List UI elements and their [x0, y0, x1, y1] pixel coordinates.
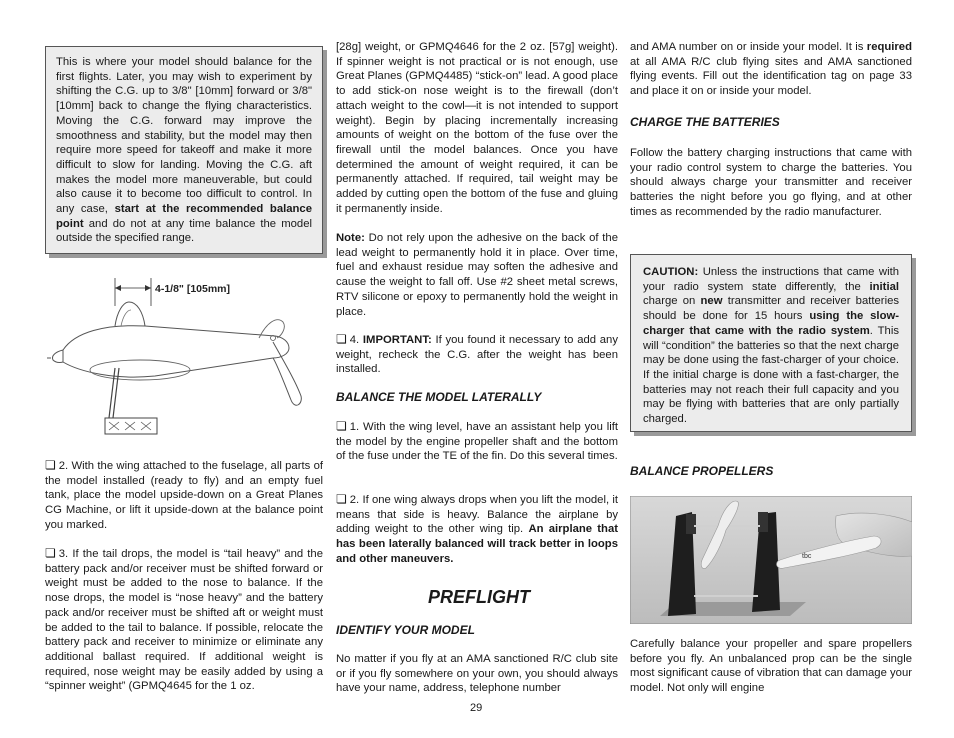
cg-box-text-end: and do not at any time balance the model outside the specified range. [56, 217, 312, 245]
cg-stand-base [105, 418, 157, 434]
step-4-num: 4. [349, 334, 360, 346]
fuselage [63, 326, 289, 377]
charge-batteries-heading: CHARGE THE BATTERIES [630, 115, 780, 129]
step-4-text: If you found it necessary to add any weight, recheck the C.G. after the weight has been installed. [336, 334, 618, 376]
caution-box [630, 254, 912, 432]
note-label: Note: [336, 232, 365, 244]
identify-model-heading: IDENTIFY YOUR MODEL [336, 623, 475, 637]
cg-box-bold: start at the recommended balance point [56, 203, 312, 230]
checkbox-icon[interactable]: ❏ [336, 332, 347, 346]
lateral-step-2: 2. If one wing always drops when you lift the model, it means that side is heavy. Balance the airplane by adding weight to the other wing tip. [336, 494, 618, 536]
caution-slow-charger: using the slow-charger that came with the radio system [643, 310, 900, 337]
lateral-step-1: 1. With the wing level, have an assistant help you lift the model by the engine propeller shaft and the bottom of the fuse under the TE of the fin. Do this several times. [336, 421, 618, 463]
dimension-label: 4-1/8" [105mm] [155, 283, 231, 295]
balance-propellers-heading: BALANCE PROPELLERS [630, 464, 774, 478]
preflight-heading: PREFLIGHT [428, 587, 530, 607]
step-3-text: 3. If the tail drops, the model is “tail heavy” and the battery pack and/or receiver must be shifted forward or weight must be added to the nose to balance. If the nose drops, the model is “nose heavy” and the battery pack and/or receiver must be shifted aft or weight must be added to the tail to balance. If possible, relocate the battery pack and receiver to minimize or eliminate any additional ballast required. If additional weight is required, nose weight may be easily added by using a “spinner weight” (GPMQ4645 for the 1 oz. [45, 548, 323, 693]
caution-new: new [700, 295, 723, 308]
step-4-label: IMPORTANT: [362, 334, 432, 346]
caution-text: charge on [643, 295, 696, 308]
svg-text:tbc: tbc [802, 553, 812, 560]
weight-continuation: [28g] weight, or GPMQ4646 for the 2 oz. [57g] weight). If spinner weight is not practical or is not enough, use Great Planes (GPMQ4485) “stick-on” lead. A good place to add stick-on nose weight is to the firewall (don’t attach weight to the cowl—it is not intended to support weight). Begin by placing incrementally increasing amounts of weight on the bottom of the fuse over the firewall until the model balances. Once you have determined the amount of weight required, it can be permanently attached. If required, tail weight may be added by cutting open the bottom of the fuse and gluing it permanently inside. [336, 41, 618, 215]
spinner [52, 350, 63, 363]
note-text: Do not rely upon the adhesive on the back of the lead weight to permanently hold it in place. Over time, fuel and exhaust residue may soften the adhesive and cause the weight to fall off. Use #2 sheet metal screws, RTV silicone or epoxy to permanently hold the weight in place. [336, 232, 618, 318]
ama-text-end: at all AMA R/C club flying sites and AMA sanctioned flying events. Fill out the identification tag on page 33 and place it on or inside your model. [630, 55, 912, 98]
balance-propellers-text: Carefully balance your propeller and spare propellers before you fly. An unbalanced prop can be the single most significant cause of vibration that can damage your model. Not only will engine [630, 638, 912, 695]
lateral-balance-heading: BALANCE THE MODEL LATERALLY [336, 390, 542, 404]
caution-text: Unless the instructions that came with your radio system state differently, the [643, 266, 900, 293]
step-2-text: 2. With the wing attached to the fuselage, all parts of the model installed (ready to fly) and an empty fuel tank, place the model upside-down on a Great Planes CG Machine, or lift it upside-down at the balance point you marked. [45, 460, 323, 531]
caution-initial: initial [869, 280, 899, 293]
ama-text: and AMA number on or inside your model. It is [630, 41, 864, 53]
page-number: 29 [470, 702, 483, 714]
airplane-cg-diagram [45, 272, 323, 444]
cg-info-box [45, 46, 323, 254]
canopy [115, 302, 145, 326]
checkbox-icon[interactable]: ❏ [336, 419, 347, 433]
tail-fin [273, 342, 301, 405]
identify-model-text: No matter if you fly at an AMA sanctioned R/C club site or if you fly somewhere on your own, you should always have your name, address, telephone number [336, 653, 618, 695]
checkbox-icon[interactable]: ❏ [45, 546, 56, 560]
cg-box-text: This is where your model should balance for the first flights. Later, you may wish to experiment by shifting the C.G. up to 3/8" [10mm] forward or 3/8" [10mm] back to change the flying characteristics. Moving the C.G. forward may improve the smoothness and stability, but the model may then require more speed for takeoff and make it more difficult to slow for landing. Moving the C.G. aft makes the model more maneuverable, but could also cause it to become too difficult to control. In any case, [56, 56, 312, 216]
checkbox-icon[interactable]: ❏ [336, 492, 347, 506]
caution-text: . This will “condition” the batteries so that the next charge may be done using the fast-charger of your choice. If the initial charge is done with a fast-charger, the batteries may not reach their full capacity and you may be flying with batteries that are only partially charged. [643, 324, 899, 426]
ama-required: required [866, 41, 912, 53]
lateral-step-2-bold: An airplane that has been laterally balanced will track better in loops and other maneuvers. [336, 523, 619, 565]
checkbox-icon[interactable]: ❏ [45, 458, 56, 472]
propeller-balancer-photo [630, 496, 912, 624]
caution-label: CAUTION: [643, 266, 699, 278]
charge-batteries-text: Follow the battery charging instructions that came with your radio control system to charge the batteries. You should always charge your transmitter and receiver batteries the night before you go flying, and at other times as recommended by the radio manufacturer. [630, 147, 912, 218]
caution-text: transmitter and receiver batteries should be done for 15 hours [643, 295, 900, 323]
